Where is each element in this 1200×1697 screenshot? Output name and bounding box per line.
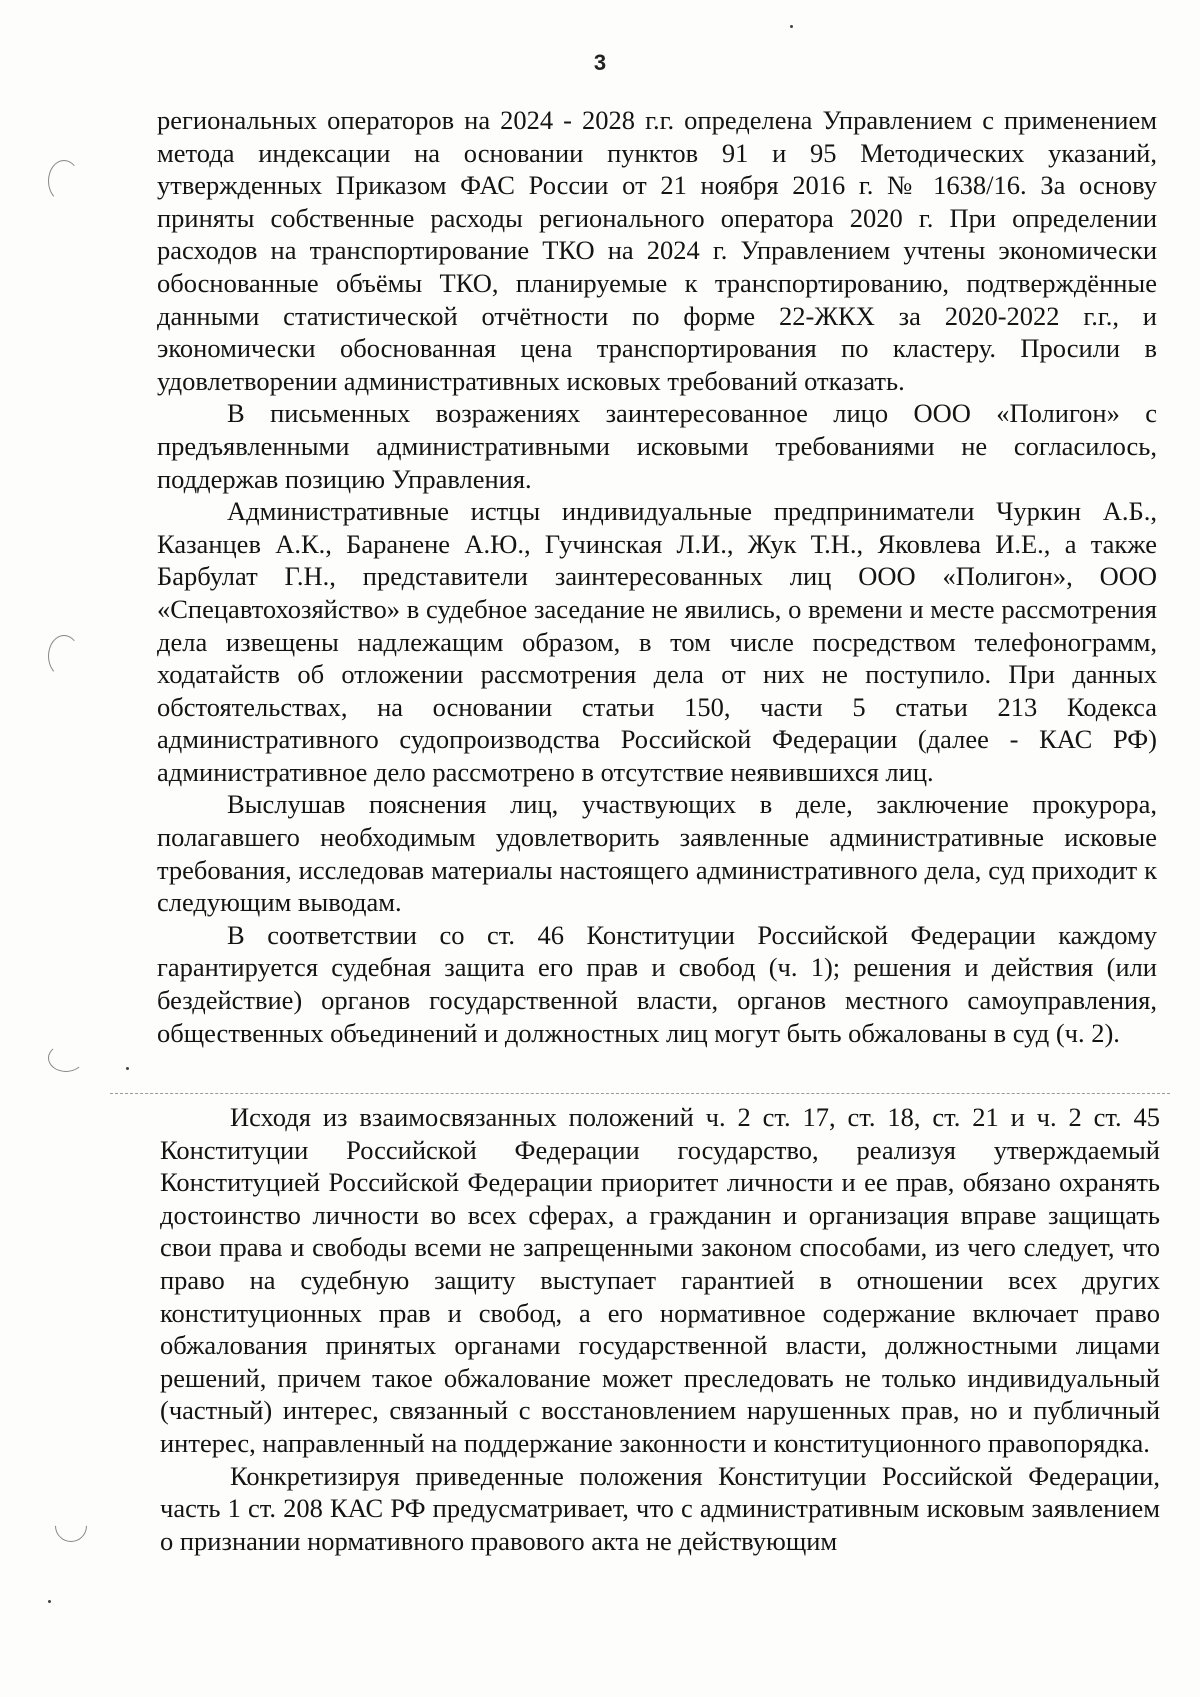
scan-fold-line bbox=[110, 1093, 1170, 1094]
paragraph-absent-parties: Административные истцы индивидуальные предприниматели Чуркин А.Б., Казанцев А.К., Баранене А.Ю., Гучинская Л.И., Жук Т.Н., Яковлева И.Е., а также Барбулат Г.Н., представители заинтересованных лиц ООО «Полигон», ООО «Спецавтохозяйство» в судебное заседание не явились, о времени и месте рассмотрения дела извещены надлежащим образом, в том числе посредством телефонограмм, ходатайств об отложении рассмотрения дела от них не поступило. При данных обстоятельствах, на основании статьи 150, части 5 статьи 213 Кодекса административного судопроизводства Российской Федерации (далее - КАС РФ) административное дело рассмотрено в отсутствие неявившихся лиц. bbox=[157, 496, 1157, 787]
paragraph-judicial-protection: Исходя из взаимосвязанных положений ч. 2 ст. 17, ст. 18, ст. 21 и ч. 2 ст. 45 Конституции Российской Федерации государство, реализуя утверждаемый Конституцией Российской Федерации приоритет личности и ее прав, обязано охранять достоинство личности во всех сферах, а гражданин и организация вправе защищать свои права и свободы всеми не запрещенными законом способами, из чего следует, что право на судебную защиту выступает гарантией в отношении всех других конституционных прав и свобод, а его нормативное содержание включает право обжалования принятых органами государственной власти, должностными лицами решений, причем такое обжалование может преследовать не только индивидуальный (частный) интерес, связанный с восстановлением нарушенных прав, но и публичный интерес, направленный на поддержание законности и конституционного правопорядка. bbox=[160, 1102, 1160, 1458]
punch-hole-mark bbox=[48, 160, 80, 202]
punch-hole-mark bbox=[48, 635, 80, 677]
scan-speck bbox=[790, 25, 793, 28]
text-block-top bbox=[157, 104, 1157, 1049]
paragraph-hearing: Выслушав пояснения лиц, участвующих в деле, заключение прокурора, полагавшего необходимым удовлетворить заявленные административные исковые требования, исследовав материалы настоящего административного дела, суд приходит к следующим выводам. bbox=[157, 789, 1157, 918]
paragraph-kas-208: Конкретизируя приведенные положения Конституции Российской Федерации, часть 1 ст. 208 КАС РФ предусматривает, что с административным исковым заявлением о признании нормативного правового акта не действующим bbox=[160, 1460, 1160, 1556]
punch-hole-mark bbox=[48, 1044, 84, 1072]
paragraph-continuation: региональных операторов на 2024 - 2028 г.г. определена Управлением с применением метода индексации на основании пунктов 91 и 95 Методических указаний, утвержденных Приказом ФАС России от 21 ноября 2016 г. № 1638/16. За основу приняты собственные расходы регионального оператора 2020 г. При определении расходов на транспортирование ТКО на 2024 г. Управлением учтены экономически обоснованные объёмы ТКО, планируемые к транспортированию, подтверждённые данными статистической отчётности по форме 22-ЖКХ за 2020-2022 г.г., и экономически обоснованная цена транспортирования по кластеру. Просили в удовлетворении административных исковых требований отказать. bbox=[157, 105, 1157, 396]
page-number: 3 bbox=[593, 50, 607, 75]
text-block-bottom bbox=[160, 1101, 1160, 1557]
paragraph-constitution-art46: В соответствии со ст. 46 Конституции Российской Федерации каждому гарантируется судебная защита его прав и свобод (ч. 1); решения и действия (или бездействие) органов государственной власти, органов местного самоуправления, общественных объединений и должностных лиц могут быть обжалованы в суд (ч. 2). bbox=[157, 919, 1157, 1048]
paragraph-objections: В письменных возражениях заинтересованное лицо ООО «Полигон» с предъявленными административными исковыми требованиями не согласилось, поддержав позицию Управления. bbox=[157, 398, 1157, 494]
scan-speck bbox=[48, 1600, 51, 1603]
scan-speck bbox=[126, 1067, 129, 1070]
punch-hole-mark bbox=[48, 1503, 93, 1548]
